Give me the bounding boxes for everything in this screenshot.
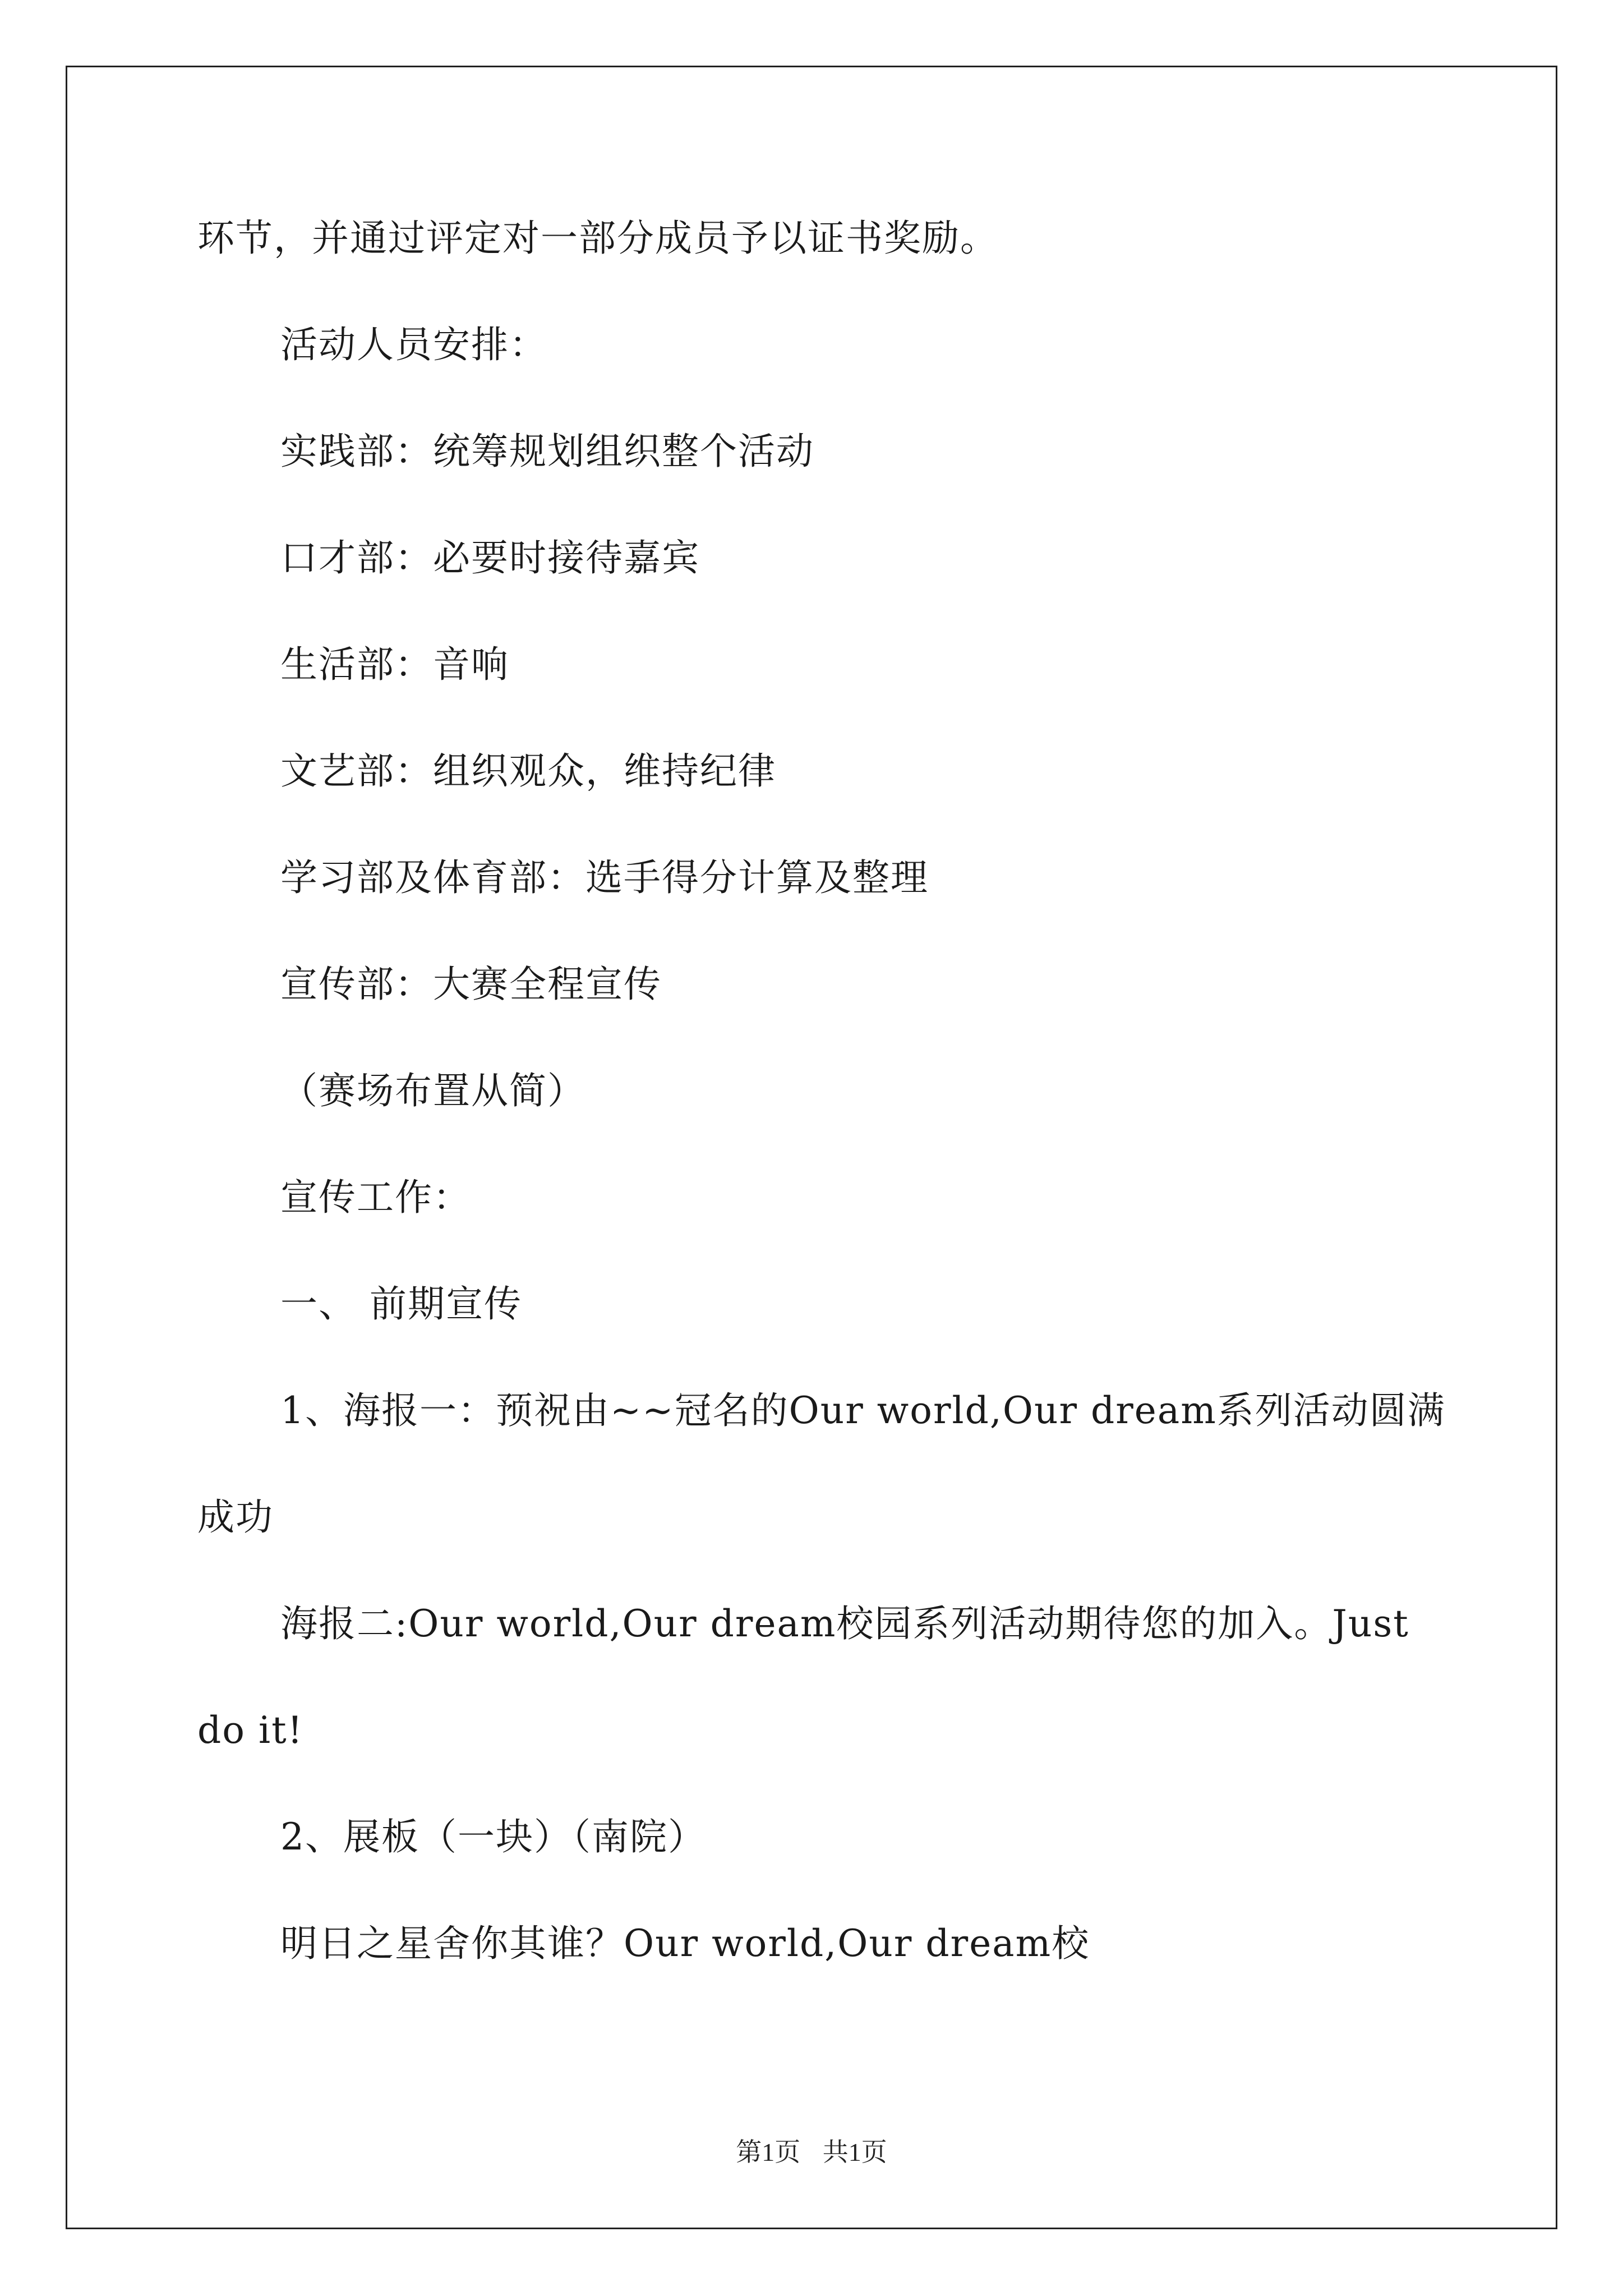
- text-line: 1、海报一：预祝由~~冠名的Our world,Our dream系列活动圆满: [280, 1389, 1446, 1432]
- text-line: do it!: [197, 1709, 304, 1752]
- text-line: 学习部及体育部：选手得分计算及整理: [280, 856, 929, 899]
- page-footer: [0, 2132, 1623, 2169]
- text-line: 实践部：统筹规划组织整个活动: [280, 430, 814, 473]
- text-line: 环节，并通过评定对一部分成员予以证书奖励。: [197, 217, 998, 260]
- text-line: 文艺部：组织观众，维持纪律: [280, 749, 776, 793]
- text-line: 生活部：音响: [280, 643, 509, 686]
- text-line: （赛场布置从简）: [280, 1069, 585, 1112]
- page-number: 第1页: [736, 2138, 801, 2166]
- text-line: 明日之星舍你其谁？Our world,Our dream校: [280, 1922, 1090, 1965]
- text-line: 2、展板（一块）（南院）: [280, 1815, 706, 1858]
- section-heading: 一、 前期宣传: [280, 1282, 522, 1326]
- text-line: 宣传部：大赛全程宣传: [280, 963, 662, 1006]
- text-line: 宣传工作：: [280, 1176, 471, 1219]
- text-line: 海报二:Our world,Our dream校园系列活动期待您的加入。Just: [280, 1602, 1409, 1645]
- text-line: 成功: [197, 1496, 274, 1539]
- page-border: [66, 66, 1557, 2229]
- text-line: 活动人员安排：: [280, 323, 547, 366]
- page-total: 共1页: [822, 2138, 887, 2166]
- text-line: 口才部：必要时接待嘉宾: [280, 536, 700, 579]
